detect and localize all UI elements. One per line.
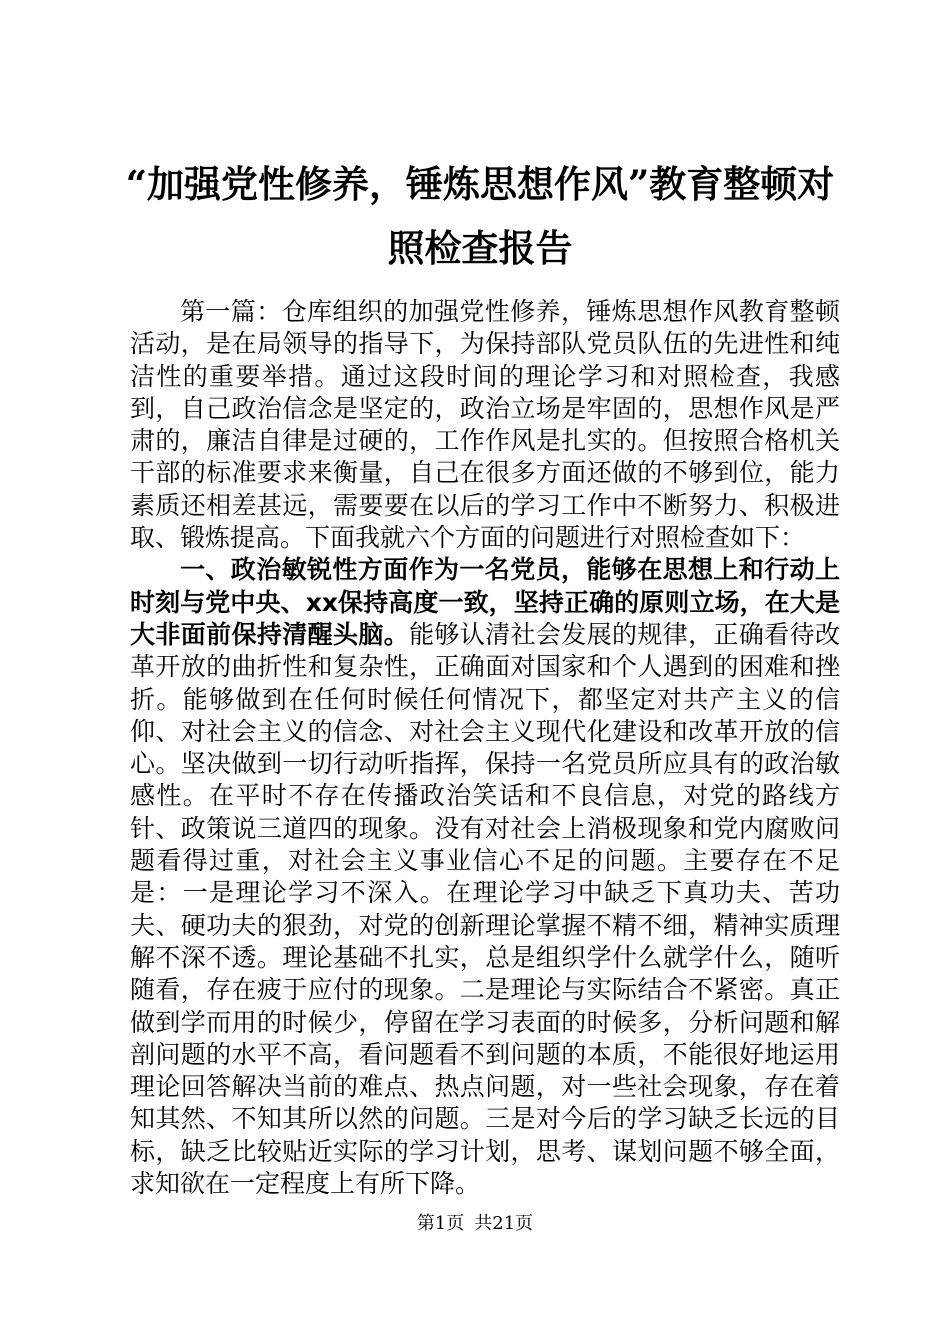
paragraph-body-text: 能够认清社会发展的规律，正确看待改革开放的曲折性和复杂性，正确面对国家和个人遇到的困难和挫折。能够做到在任何时候任何情况下，都坚定对共产主义的信仰、对社会主义的信念、对社会主义现代化建设和改革开放的信心。坚决做到一切行动听指挥，保持一名党员所应具有的政治敏感性。在平时不存在传播政治笑话和不良信息，对党的路线方针、政策说三道四的现象。没有对社会上消极现象和党内腐败问题看得过重，对社会主义事业信心不足的问题。主要存在不足是：一是理论学习不深入。在理论学习中缺乏下真功夫、苦功夫、硬功夫的狠劲，对党的创新理论掌握不精不细，精神实质理解不深不透。理论基础不扎实，总是组织学什么就学什么，随听随看，存在疲于应付的现象。二是理论与实际结合不紧密。真正做到学而用的时候少，停留在学习表面的时候多，分析问题和解剖问题的水平不高，看问题看不到问题的本质，不能很好地运用理论回答解决当前的难点、热点问题，对一些社会现象，存在着知其然、不知其所以然的问题。三是对今后的学习缺乏长远的目标，缺乏比较贴近实际的学习计划，思考、谋划问题不够全面，求知欲在一定程度上有所下降。	[130, 619, 840, 1199]
document-body	[130, 296, 840, 1200]
page-footer	[0, 1212, 950, 1236]
document-title: “加强党性修养，锤炼思想作风”教育整顿对照检查报告	[125, 162, 835, 270]
paragraph-heading-bold: 一、政治敏锐性方面作为一名党员，能够在思想上和行动上时刻与党中央、xx保持高度一致，坚持正确的原则立场，在大是大非面前保持清醒头脑。	[130, 555, 840, 649]
page-number-current: 第1页	[416, 1213, 465, 1234]
paragraph-intro: 第一篇：仓库组织的加强党性修养，锤炼思想作风教育整顿活动，是在局领导的指导下，为保持部队党员队伍的先进性和纯洁性的重要举措。通过这段时间的理论学习和对照检查，我感到，自己政治信念是坚定的，政治立场是牢固的，思想作风是严肃的，廉洁自律是过硬的，工作作风是扎实的。但按照合格机关干部的标准要求来衡量，自己在很多方面还做的不够到位，能力素质还相差甚远，需要要在以后的学习工作中不断努力、积极进取、锻炼提高。下面我就六个方面的问题进行对照检查如下：	[130, 297, 840, 553]
paragraph-political-sensitivity	[130, 554, 840, 1200]
page-number-total: 共21页	[474, 1213, 534, 1234]
